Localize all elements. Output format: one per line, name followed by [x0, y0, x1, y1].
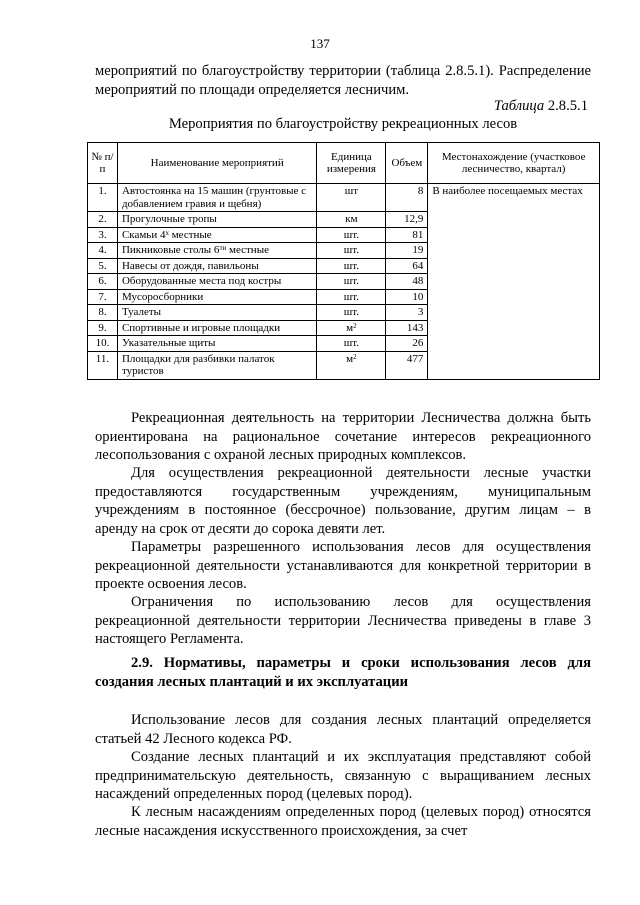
row-num: 9. — [88, 320, 118, 336]
row-num: 10. — [88, 336, 118, 352]
section-paragraph: Создание лесных плантаций и их эксплуатация представляют собой предпринимательскую деятельность, связанную с выращиванием лесных насаждений определенных пород (целевых пород). — [95, 749, 591, 802]
row-unit: шт. — [317, 274, 386, 290]
row-unit-base: м — [346, 352, 354, 365]
header-volume: Объем — [386, 143, 428, 184]
row-num: 6. — [88, 274, 118, 290]
row-volume: 3 — [386, 305, 428, 321]
table-header-row — [88, 143, 600, 184]
row-unit: шт. — [317, 227, 386, 243]
row-volume: 8 — [386, 184, 428, 212]
row-unit: шт. — [317, 243, 386, 259]
intro-paragraph: мероприятий по благоустройству территории (таблица 2.8.5.1). Распределение мероприятий по площади определяется лесничим. — [95, 63, 591, 98]
location-cell: В наиболее посещаемых местах — [428, 184, 600, 380]
header-name: Наименование мероприятий — [117, 143, 316, 184]
table-reference-word: Таблица — [493, 98, 545, 114]
row-num: 7. — [88, 289, 118, 305]
row-volume: 477 — [386, 351, 428, 379]
row-name-sup: х — [165, 228, 169, 237]
row-volume: 26 — [386, 336, 428, 352]
row-name: Спортивные и игровые площадки — [117, 320, 316, 336]
page-number: 137 — [310, 36, 330, 51]
row-name: Мусоросборники — [117, 289, 316, 305]
row-name: Площадки для разбивки палаток туристов — [117, 351, 316, 379]
row-num: 8. — [88, 305, 118, 321]
row-name: Автостоянка на 15 машин (грунтовые с добавлением гравия и щебня) — [117, 184, 316, 212]
row-name-main: Скамьи 4 — [121, 228, 166, 241]
table-reference-number: 2.8.5.1 — [547, 98, 588, 114]
row-num: 5. — [88, 258, 118, 274]
body-paragraph: Параметры разрешенного использования лесов для осуществления рекреационной деятельности устанавливаются для конкретной территории в проекте освоения лесов. — [95, 539, 591, 592]
row-unit: шт. — [317, 289, 386, 305]
activities-table — [87, 142, 600, 380]
row-num: 4. — [88, 243, 118, 259]
row-name: Оборудованные места под костры — [117, 274, 316, 290]
row-name-rest: местные — [226, 244, 269, 256]
row-unit: шт. — [317, 336, 386, 352]
row-name — [117, 227, 316, 243]
row-name: Прогулочные тропы — [117, 212, 316, 228]
header-unit: Единица измерения — [317, 143, 386, 184]
body-paragraph: Рекреационная деятельность на территории Лесничества должна быть ориентирована на рациональное сочетание интересов рекреационного лесопользования с охраной лесных природных комплексов. — [95, 410, 591, 463]
row-unit-sup: 2 — [353, 321, 357, 330]
row-volume: 19 — [386, 243, 428, 259]
row-num: 3. — [88, 227, 118, 243]
row-unit-sup: 2 — [353, 352, 357, 361]
row-unit — [317, 320, 386, 336]
row-unit: шт — [317, 184, 386, 212]
row-unit-base: м — [346, 321, 354, 334]
section-heading: 2.9. Нормативы, параметры и сроки использования лесов для создания лесных плантаций и их эксплуатации — [95, 655, 591, 690]
section-paragraph: К лесным насаждениям определенных пород (целевых пород) относятся лесные насаждения искусственного происхождения, за счет — [95, 804, 591, 839]
row-num: 11. — [88, 351, 118, 379]
row-name: Туалеты — [117, 305, 316, 321]
table-row — [88, 184, 600, 212]
row-unit — [317, 351, 386, 379]
row-volume: 81 — [386, 227, 428, 243]
table-reference — [494, 98, 588, 115]
body-paragraph: Для осуществления рекреационной деятельности лесные участки предоставляются государственным учреждениям, муниципальным учреждениям в постоянное (бессрочное) пользование, другим лицам – в аренду на срок от десяти до сорока девяти лет. — [95, 465, 591, 537]
row-volume: 10 — [386, 289, 428, 305]
row-name: Навесы от дождя, павильоны — [117, 258, 316, 274]
row-name-main: Пикниковые столы 6 — [121, 244, 220, 256]
row-num: 1. — [88, 184, 118, 212]
row-name — [117, 243, 316, 259]
section-paragraph: Использование лесов для создания лесных плантаций определяется статьей 42 Лесного кодекса РФ. — [95, 712, 591, 747]
row-name-sup: ти — [219, 244, 227, 252]
row-volume: 48 — [386, 274, 428, 290]
table-title: Мероприятия по благоустройству рекреационных лесов — [168, 116, 518, 132]
header-num: № п/п — [88, 143, 118, 184]
row-volume: 143 — [386, 320, 428, 336]
row-unit: км — [317, 212, 386, 228]
row-name-rest: местные — [168, 228, 212, 241]
row-unit: шт. — [317, 305, 386, 321]
header-location: Местонахождение (участковое лесничество, квартал) — [428, 143, 600, 184]
row-unit: шт. — [317, 258, 386, 274]
row-volume: 64 — [386, 258, 428, 274]
row-num: 2. — [88, 212, 118, 228]
row-volume: 12,9 — [386, 212, 428, 228]
row-name: Указательные щиты — [117, 336, 316, 352]
body-paragraph: Ограничения по использованию лесов для осуществления рекреационной деятельности территории Лесничества приведены в главе 3 настоящего Регламента. — [95, 594, 591, 647]
